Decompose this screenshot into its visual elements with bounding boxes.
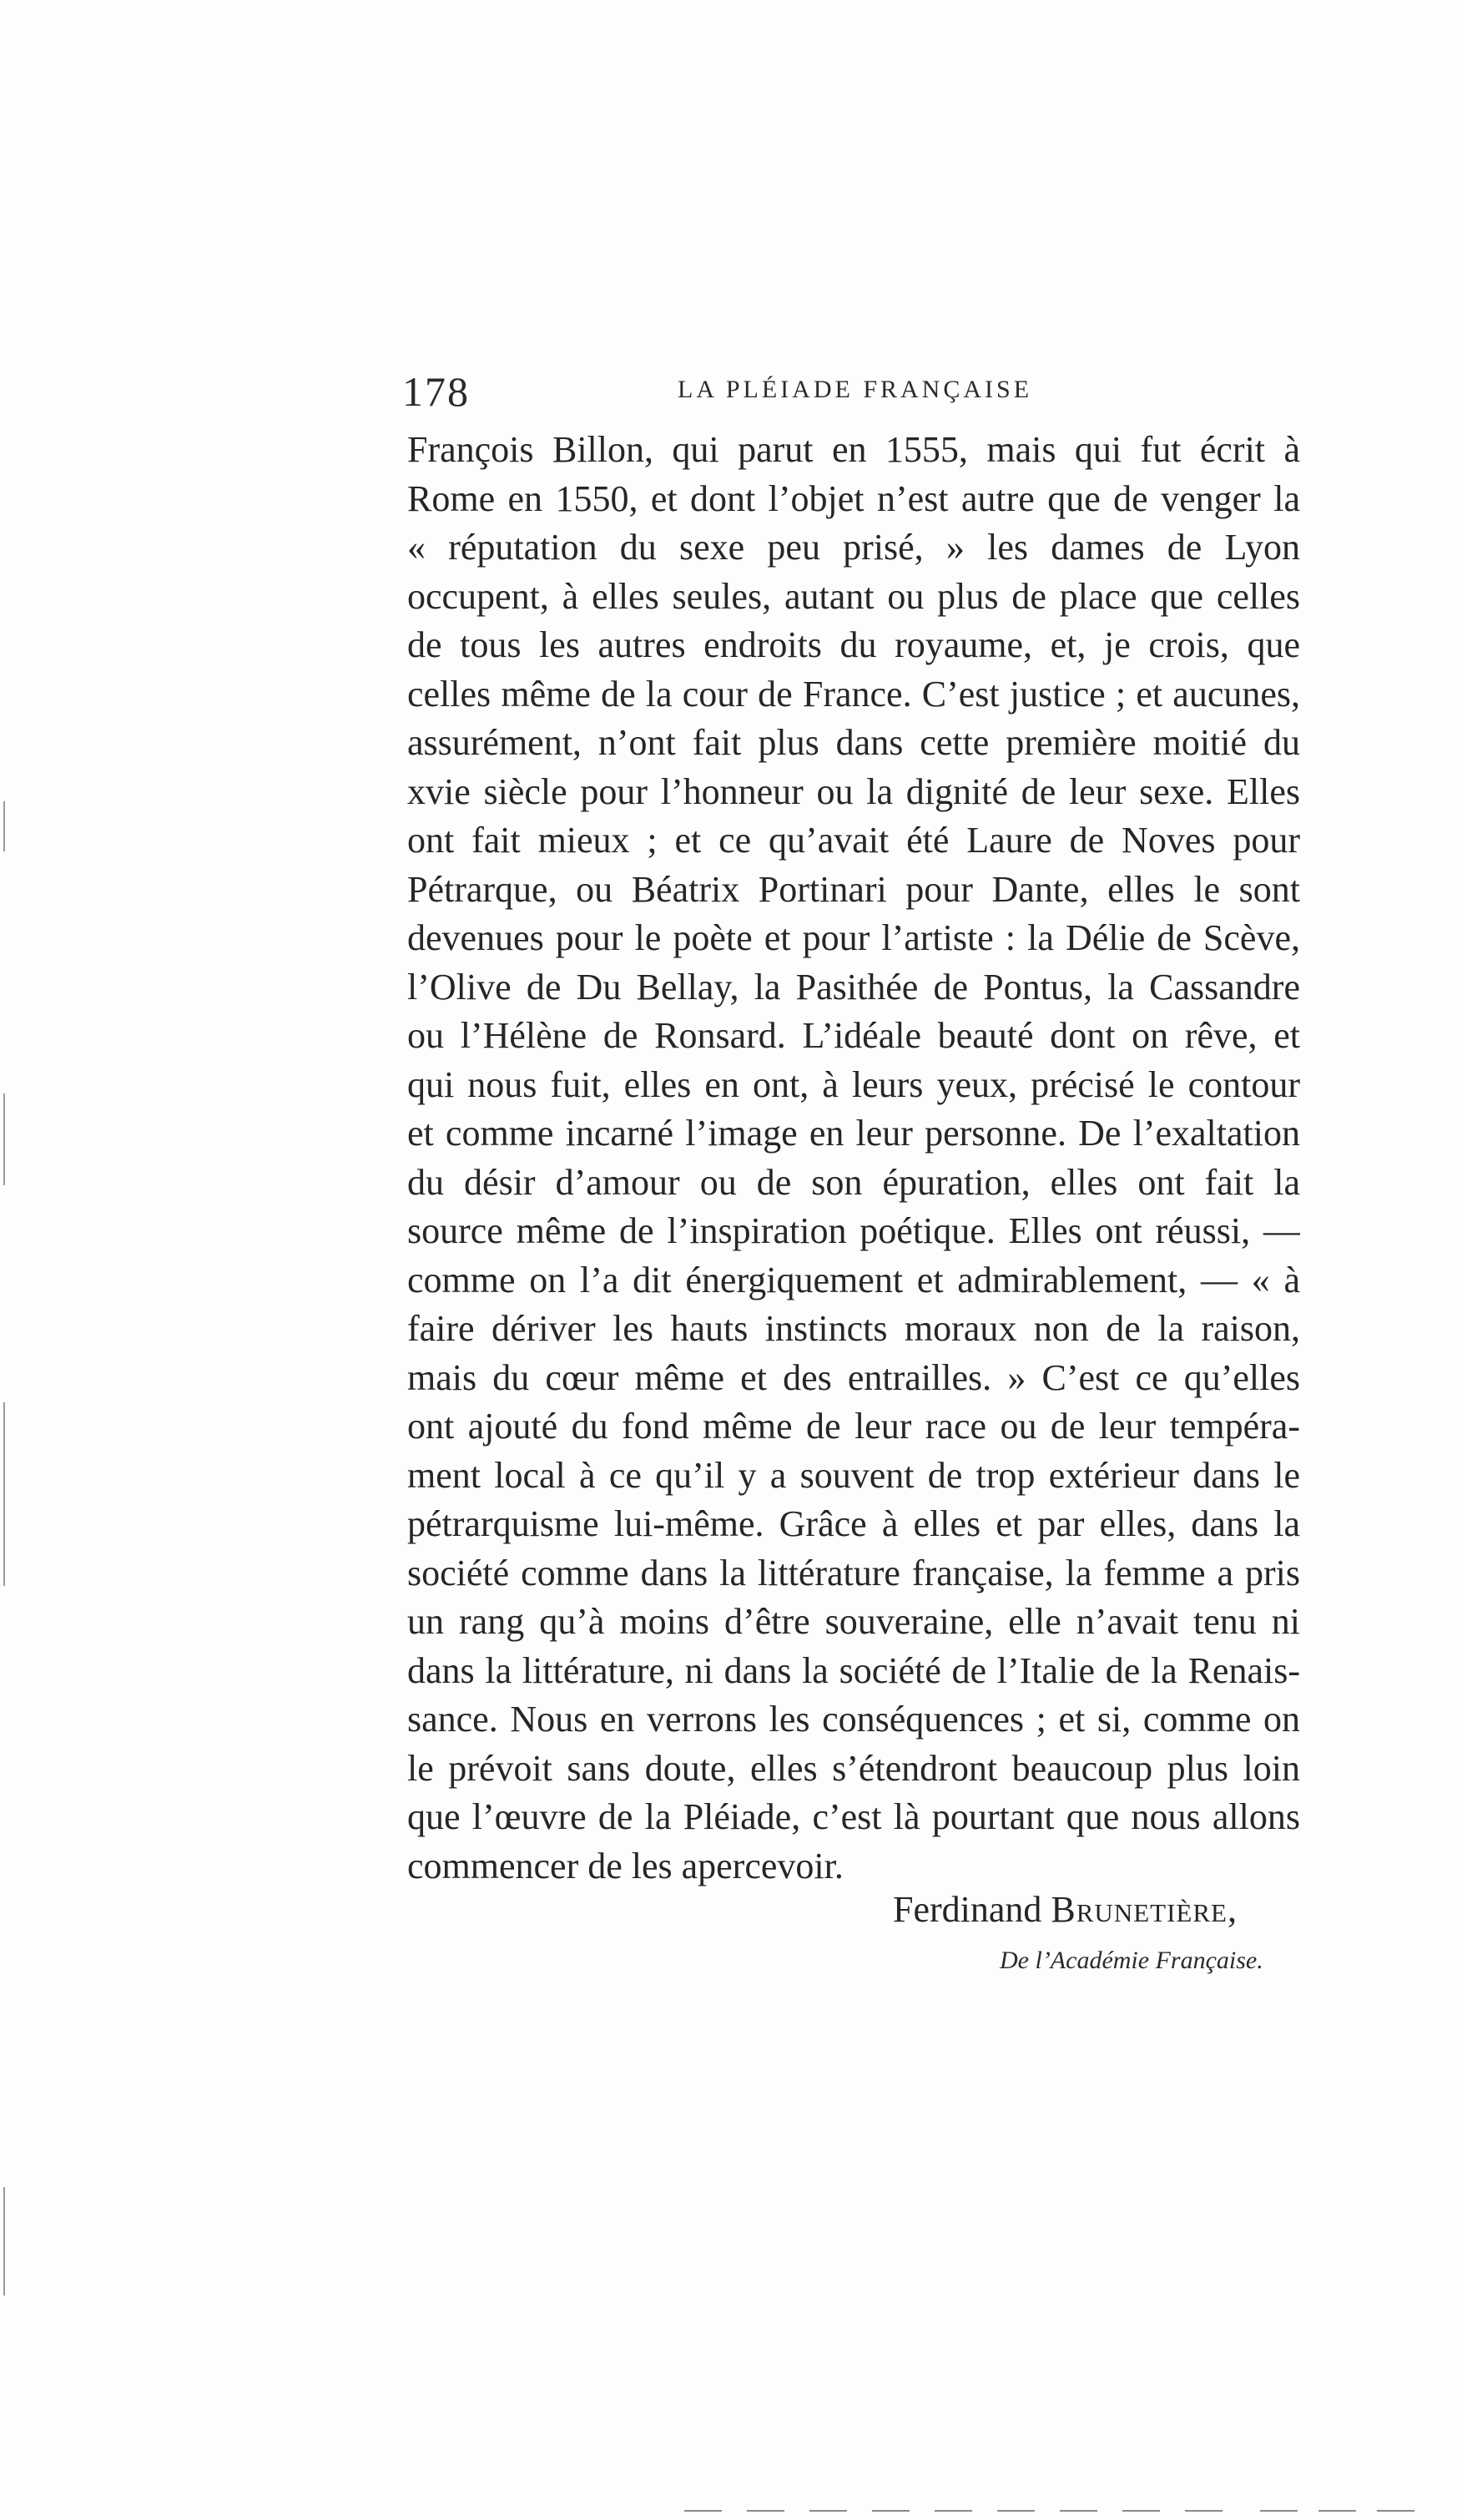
text-line: du désir d’amour ou de son épuration, elles ont fait la — [407, 1161, 1300, 1203]
running-head: LA PLÉIADE FRANÇAISE — [678, 376, 1033, 403]
scan-edge-dash — [1122, 2510, 1160, 2512]
scan-edge-dash — [747, 2510, 784, 2512]
author-first-name: Ferdinand — [893, 1889, 1042, 1930]
text-line: de tous les autres endroits du royaume, et, je crois, que — [407, 624, 1300, 665]
text-line: ment local à ce qu’il y a souvent de trop extérieur dans le — [407, 1454, 1300, 1496]
body-text — [407, 426, 1300, 1891]
text-line: Pétrarque, ou Béatrix Portinari pour Dante, elles le sont — [407, 868, 1300, 910]
page-number: 178 — [402, 368, 470, 415]
text-line: que l’œuvre de la Pléiade, c’est là pourtant que nous allons — [407, 1796, 1300, 1837]
scan-edge-dash — [935, 2510, 972, 2512]
text-line: le prévoit sans doute, elles s’étendront beaucoup plus loin — [407, 1747, 1300, 1789]
text-line: comme on l’a dit énergiquement et admirablement, — « à — [407, 1259, 1300, 1300]
text-line: un rang qu’à moins d’être souveraine, elle n’avait tenu ni — [407, 1601, 1300, 1642]
text-line: ont ajouté du fond même de leur race ou de leur tempéra- — [407, 1406, 1300, 1447]
text-line: et comme incarné l’image en leur personne. De l’exaltation — [407, 1113, 1300, 1154]
scan-edge-dash — [809, 2510, 847, 2512]
scan-edge-dash — [1185, 2510, 1223, 2512]
text-line: l’Olive de Du Bellay, la Pasithée de Pontus, la Cassandre — [407, 966, 1300, 1007]
text-line: faire dériver les hauts instincts moraux non de la raison, — [407, 1308, 1300, 1349]
text-line: société comme dans la littérature française, la femme a pris — [407, 1552, 1300, 1593]
scan-mark-left — [3, 801, 5, 851]
text-line: xvie siècle pour l’honneur ou la dignité de leur sexe. Elles — [407, 770, 1300, 812]
scan-edge-dash — [872, 2510, 910, 2512]
text-line: mais du cœur même et des entrailles. » C’est ce qu’elles — [407, 1356, 1300, 1398]
author-affiliation: De l’Académie Française. — [1000, 1947, 1263, 1974]
text-line: assurément, n’ont fait plus dans cette première moitié du — [407, 722, 1300, 763]
text-line: « réputation du sexe peu prisé, » les dames de Lyon — [407, 527, 1300, 568]
scan-edge-dash — [1260, 2510, 1298, 2512]
text-line: Rome en 1550, et dont l’objet n’est autre que de venger la — [407, 477, 1300, 519]
author-signature — [893, 1888, 1238, 1931]
text-line: pétrarquisme lui-même. Grâce à elles et par elles, dans la — [407, 1503, 1300, 1544]
text-line: François Billon, qui parut en 1555, mais qui fut écrit à — [407, 429, 1300, 470]
author-last-name: Brunetière, — [1051, 1889, 1238, 1930]
text-line: source même de l’inspiration poétique. Elles ont réussi, — — [407, 1210, 1300, 1251]
text-line: sance. Nous en verrons les conséquences ; et si, comme on — [407, 1699, 1300, 1740]
text-line: celles même de la cour de France. C’est justice ; et aucunes, — [407, 673, 1300, 715]
text-line: dans la littérature, ni dans la société de l’Italie de la Renais- — [407, 1649, 1300, 1691]
text-line: qui nous fuit, elles en ont, à leurs yeux, précisé le contour — [407, 1063, 1300, 1105]
scan-mark-left — [3, 2187, 5, 2295]
text-line: ou l’Hélène de Ronsard. L’idéale beauté dont on rêve, et — [407, 1015, 1300, 1056]
page-header — [402, 367, 1299, 426]
scan-edge-dash — [997, 2510, 1035, 2512]
text-line: ont fait mieux ; et ce qu’avait été Laure de Noves pour — [407, 820, 1300, 861]
scan-edge-dash — [1060, 2510, 1097, 2512]
scan-edge-dash — [1377, 2510, 1414, 2512]
scan-mark-left — [3, 1402, 5, 1586]
scan-edge-dash — [1318, 2510, 1356, 2512]
scan-edge-dash — [684, 2510, 722, 2512]
text-line-last: commencer de les apercevoir. — [407, 1845, 844, 1886]
scan-mark-left — [3, 1093, 5, 1185]
text-line: devenues pour le poète et pour l’artiste : la Délie de Scève, — [407, 917, 1300, 958]
text-line: occupent, à elles seules, autant ou plus de place que celles — [407, 575, 1300, 617]
